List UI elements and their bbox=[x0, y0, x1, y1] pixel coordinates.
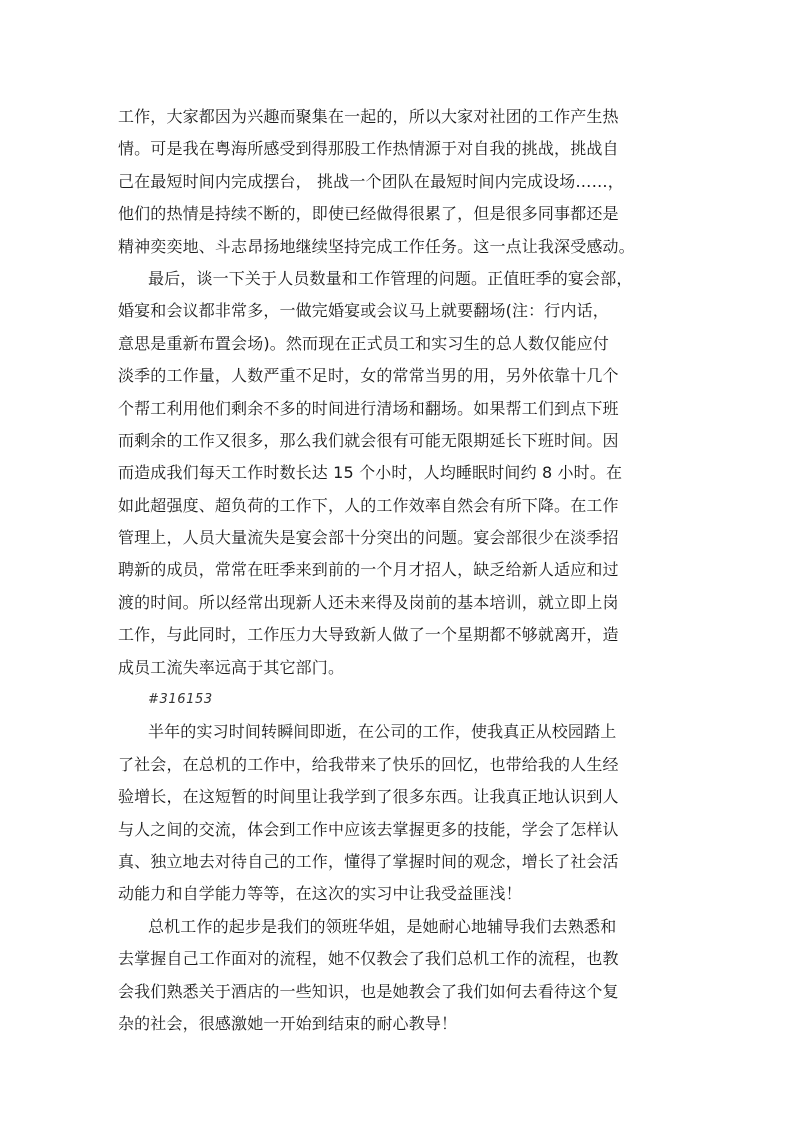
paragraph-line: 半年的实习时间转瞬间即逝，在公司的工作，使我真正从校园踏上 bbox=[148, 722, 617, 742]
section-tag: #316153 bbox=[148, 692, 213, 708]
paragraph-line: 管理上，人员大量流失是宴会部十分突出的问题。宴会部很少在淡季招 bbox=[118, 528, 619, 548]
paragraph-line: 而造成我们每天工作时数长达 15 个小时，人均睡眠时间约 8 小时。在 bbox=[118, 463, 623, 483]
paragraph-line: 工作，大家都因为兴趣而聚集在一起的，所以大家对社团的工作产生热 bbox=[118, 107, 619, 126]
paragraph-line: 杂的社会，很感激她一开始到结束的耐心教导！ bbox=[118, 1013, 458, 1033]
paragraph-line: 他们的热情是持续不断的，即使已经做得很累了，但是很多同事都还是 bbox=[118, 204, 619, 224]
paragraph-line: 与人之间的交流，体会到工作中应该去掌握更多的技能，学会了怎样认 bbox=[118, 819, 619, 839]
paragraph-line: 情。可是我在粤海所感受到得那股工作热情源于对自我的挑战，挑战自 bbox=[118, 139, 619, 159]
paragraph-line: 意思是重新布置会场)。然而现在正式员工和实习生的总人数仅能应付 bbox=[118, 333, 609, 353]
paragraph-3 bbox=[118, 716, 678, 910]
paragraph-2 bbox=[118, 263, 678, 684]
paragraph-line: 验增长，在这短暂的时间里让我学到了很多东西。让我真正地认识到人 bbox=[118, 787, 619, 807]
paragraph-line: 而剩余的工作又很多，那么我们就会很有可能无限期延长下班时间。因 bbox=[118, 430, 619, 450]
paragraph-1 bbox=[118, 101, 678, 263]
paragraph-line: 淡季的工作量，人数严重不足时，女的常常当男的用，另外依靠十几个 bbox=[118, 366, 619, 386]
paragraph-line: 个帮工利用他们剩余不多的时间进行清场和翻场。如果帮工们到点下班 bbox=[118, 398, 619, 418]
paragraph-line: 工作，与此同时，工作压力大导致新人做了一个星期都不够就离开，造 bbox=[118, 625, 619, 645]
paragraph-line: 精神奕奕地、斗志昂扬地继续坚持完成工作任务。这一点让我深受感动。 bbox=[118, 236, 635, 256]
paragraph-line: 最后，谈一下关于人员数量和工作管理的问题。正值旺季的宴会部， bbox=[148, 268, 633, 288]
paragraph-4 bbox=[118, 911, 678, 1041]
paragraph-line: 总机工作的起步是我们的领班华姐，是她耐心地辅导我们去熟悉和 bbox=[148, 916, 617, 936]
paragraph-line: 真、独立地去对待自己的工作，懂得了掌握时间的观念，增长了社会活 bbox=[118, 851, 619, 871]
paragraph-line: 成员工流失率远高于其它部门。 bbox=[118, 657, 345, 677]
paragraph-line: 动能力和自学能力等等，在这次的实习中让我受益匪浅！ bbox=[118, 884, 522, 904]
paragraph-line: 了社会，在总机的工作中，给我带来了快乐的回忆，也带给我的人生经 bbox=[118, 754, 619, 774]
paragraph-line: 如此超强度、超负荷的工作下，人的工作效率自然会有所下降。在工作 bbox=[118, 495, 619, 515]
document-body bbox=[118, 101, 678, 1040]
paragraph-line: 会我们熟悉关于酒店的一些知识，也是她教会了我们如何去看待这个复 bbox=[118, 981, 619, 1001]
paragraph-line: 婚宴和会议都非常多，一做完婚宴或会议马上就要翻场(注：行内话， bbox=[118, 301, 609, 321]
paragraph-line: 渡的时间。所以经常出现新人还未来得及岗前的基本培训，就立即上岗 bbox=[118, 592, 619, 612]
paragraph-line: 聘新的成员，常常在旺季来到前的一个月才招人，缺乏给新人适应和过 bbox=[118, 560, 619, 580]
paragraph-line: 己在最短时间内完成摆台， 挑战一个团队在最短时间内完成设场……， bbox=[118, 171, 624, 191]
paragraph-line: 去掌握自己工作面对的流程，她不仅教会了我们总机工作的流程，也教 bbox=[118, 949, 619, 969]
